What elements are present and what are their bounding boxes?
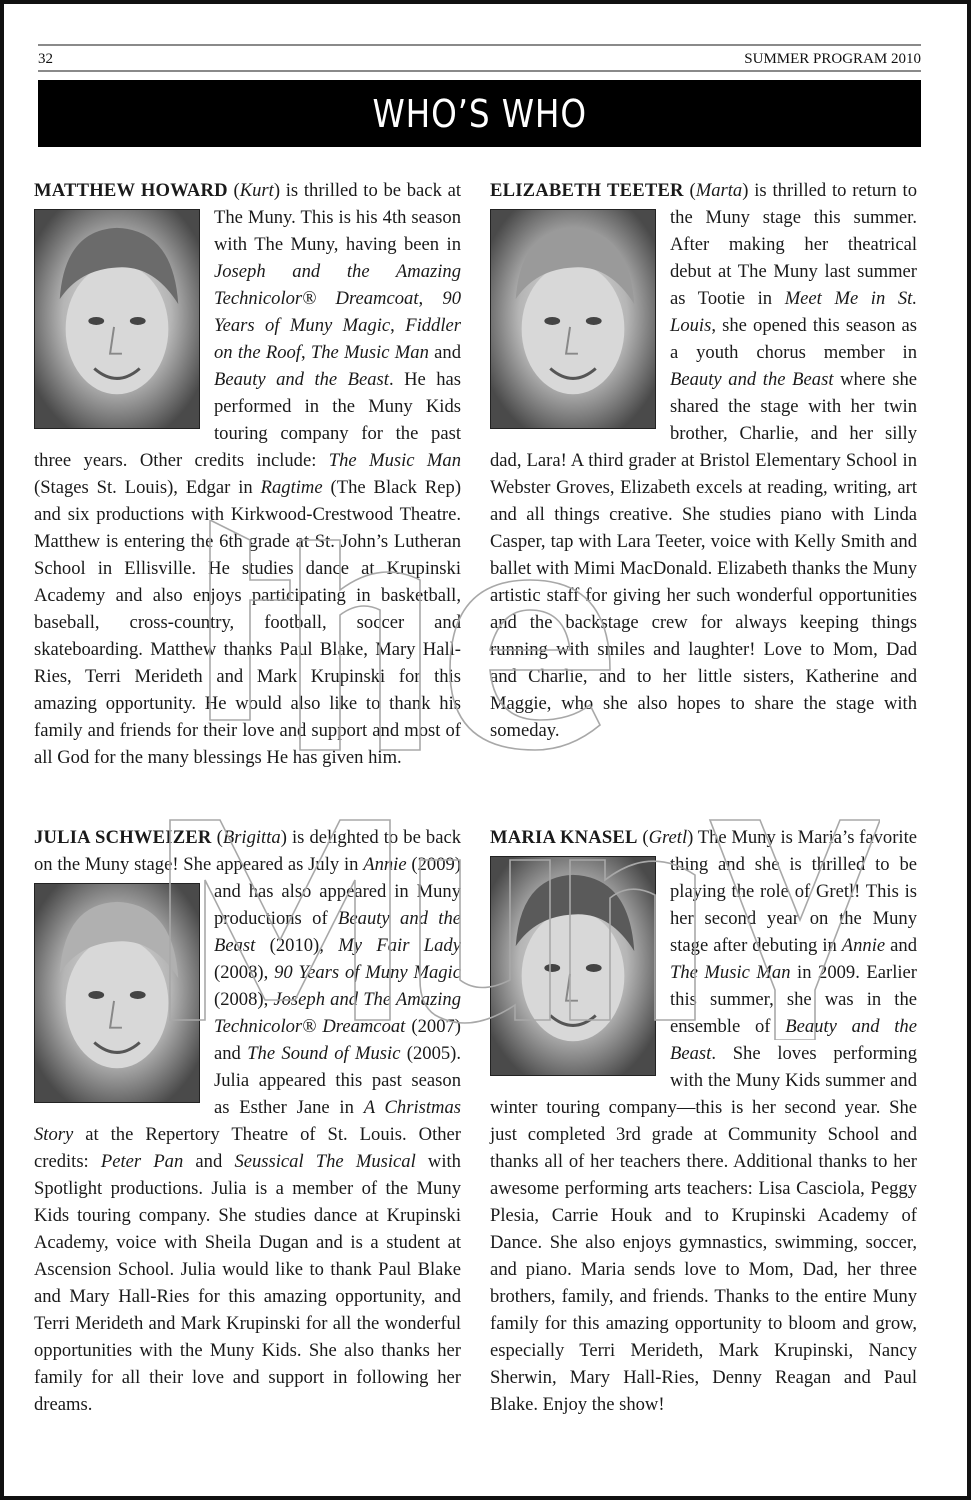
production-title: The Sound of Music <box>247 1042 401 1064</box>
production-title: The Music Man <box>310 341 429 363</box>
production-title: Peter Pan <box>100 1150 184 1172</box>
production-title: Beauty and the Beast <box>214 368 389 390</box>
header-rule-top <box>38 44 921 46</box>
headshot-photo <box>34 209 200 429</box>
production-title: Joseph and The Amazing Technicolor® Dreamcoat <box>214 988 461 1037</box>
page-number: 32 <box>38 51 53 67</box>
production-title: Seussical The Musical <box>234 1150 416 1172</box>
performer-name: ELIZABETH TEETER <box>490 179 684 201</box>
character-role: Kurt <box>239 179 274 201</box>
bio-matthew-howard: MATTHEW HOWARD (Kurt) is thrilled to be back at The Muny. This is his 4th season with The Muny, having been in Joseph and the Amazing Technicolor® Dreamcoat, 90 Years of Muny Magic, Fiddler on the Roof, The Music Man and Beauty and the Beast. He has performed in the Muny Kids touring company for the past three years. Other credits include: The Music Man (Stages St. Louis), Edgar in Ragtime (The Black Rep) and six productions with Kirkwood-Crestwood Theatre. Matthew is entering the 6th grade at St. John’s Lutheran School in Ellisville. He studies dance at Krupinski Academy and also enjoys participating in basketball, baseball, cross-country, football, soccer and skateboarding. Matthew thanks Paul Blake, Mary Hall-Ries, Terri Merideth and Mark Krupinski for this amazing opportunity. He would also like to thank his family and friends for their love and support and most of all God for the many blessings He has given him. <box>34 179 462 768</box>
production-title: Ragtime <box>260 476 323 498</box>
character-role: Marta <box>695 179 743 201</box>
performer-name: MARIA KNASEL <box>490 826 638 848</box>
bio-elizabeth-teeter: ELIZABETH TEETER (Marta) is thrilled to return to the Muny stage this summer. After making her theatrical debut at The Muny last summer as Tootie in Meet Me in St. Louis, she opened this season as a youth chorus member in Beauty and the Beast where she shared the stage with her twin brother, Charlie, and her silly dad, Lara! A third grader at Bristol Elementary School in Webster Groves, Elizabeth excels at reading, writing, art and all things creative. She studies piano with Linda Casper, tap with Lara Teeter, voice with Kelly Smith and ballet with Mimi MacDonald. Elizabeth thanks the Muny artistic staff for giving her such wonderful opportunities and the backstage crew for always keeping things running with smiles and laughter! Love to Mom, Dad and Charlie, and to her little sisters, Katherine and Maggie, who she also hopes to share the stage with someday. <box>490 179 918 741</box>
production-title: 90 Years of Muny Magic <box>274 961 461 983</box>
headshot-photo <box>490 856 656 1076</box>
production-title: A Christmas Story <box>34 1096 461 1145</box>
section-banner <box>38 80 921 147</box>
publication-title: SUMMER PROGRAM 2010 <box>744 51 921 67</box>
character-role: Gretl <box>648 826 688 848</box>
production-title: Meet Me in St. Louis <box>670 287 917 336</box>
bio-text: is thrilled to return to the Muny stage this summer. After making her theatrical debut at The Muny last summer as Tootie in Meet Me in St. Louis, she opened this season as a youth chorus member in Beauty and the Beast where she shared the stage with her twin brother, Charlie, and her silly dad, Lara! A third grader at Bristol Elementary School in Webster Groves, Elizabeth excels at reading, writing, art and all things creative. She studies piano with Linda Casper, tap with Lara Teeter, voice with Kelly Smith and ballet with Mimi MacDonald. Elizabeth thanks the Muny artistic staff for giving her such wonderful opportunities and the backstage crew for always keeping things running with smiles and laughter! Love to Mom, Dad and Charlie, and to her little sisters, Katherine and Maggie, who she also hopes to share the stage with someday. <box>490 179 918 741</box>
bio-maria-knasel: MARIA KNASEL (Gretl) The Muny is Maria’s favorite thing and she is thrilled to be playing the role of Gretl! This is her second year on the Muny stage after debuting in Annie and The Music Man in 2009. Earlier this summer, she was in the ensemble of Beauty and the Beast. She loves performing with the Muny Kids summer and winter touring company—this is her second year. She just completed 3rd grade at Community School and thanks all of her teachers there. Additional thanks to her awesome performing arts teachers: Lisa Casciola, Peggy Plesia, Carrie Houk and to Krupinski Academy of Dance. She also enjoys gymnastics, swimming, soccer, and piano. Maria sends love to Mom, Dad, her three brothers, family, and friends. Thanks to the entire Muny family for this amazing opportunity to bloom and grow, especially Terri Merideth, Mark Krupinski, Nancy Sherwin, Mary Hall-Ries, Denny Reagan and Paul Blake. Enjoy the show! <box>490 826 917 1415</box>
production-title: Beauty and the Beast <box>670 368 834 390</box>
production-title: My Fair Lady <box>338 934 461 956</box>
performer-name: JULIA SCHWEIZER <box>34 826 212 848</box>
headshot-photo <box>34 883 200 1103</box>
production-title: Fiddler on the Roof <box>214 314 462 363</box>
production-title: The Music Man <box>670 961 791 983</box>
production-title: The Music Man <box>328 449 461 471</box>
bio-text: is delighted to be back on the Muny stage! She appeared as July in Annie (2009) and has also appeared in Muny productions of Beauty and the Beast (2010), My Fair Lady (2008), 90 Years of Muny Magic (2008), Joseph and The Amazing Technicolor® Dreamcoat (2007) and The Sound of Music (2005). Julia appeared this past season as Esther Jane in A Christmas Story at the Repertory Theatre of St. Louis. Other credits: Peter Pan and Seussical The Musical with Spotlight productions. Julia is a member of the Muny Kids touring company. She studies dance at Krupinski Academy, voice with Sheila Dugan and is a student at Ascension School. Julia would like to thank Paul Blake and Mary Hall-Ries for this amazing opportunity, and Terri Merideth and Mark Krupinski for all the wonderful opportunities with the Muny Kids. She also thanks her family for all their love and support in following her dreams. <box>34 826 462 1415</box>
character-role: Brigitta <box>222 826 281 848</box>
production-title: Beauty and the Beast <box>214 907 461 956</box>
production-title: Annie <box>841 934 886 956</box>
production-title: Joseph and the Amazing Technicolor® Dreamcoat <box>214 260 461 309</box>
production-title: Beauty and the Beast <box>670 1015 917 1064</box>
performer-name: MATTHEW HOWARD <box>34 179 228 201</box>
header-rule-bottom <box>38 70 921 72</box>
bio-text: The Muny is Maria’s favorite thing and she is thrilled to be playing the role of Gretl! This is her second year on the Muny stage after debuting in Annie and The Music Man in 2009. Earlier this summer, she was in the ensemble of Beauty and the Beast. She loves performing with the Muny Kids summer and winter touring company—this is her second year. She just completed 3rd grade at Community School and thanks all of her teachers there. Additional thanks to her awesome performing arts teachers: Lisa Casciola, Peggy Plesia, Carrie Houk and to Krupinski Academy of Dance. She also enjoys gymnastics, swimming, soccer, and piano. Maria sends love to Mom, Dad, her three brothers, family, and friends. Thanks to the entire Muny family for this amazing opportunity to bloom and grow, especially Terri Merideth, Mark Krupinski, Nancy Sherwin, Mary Hall-Ries, Denny Reagan and Paul Blake. Enjoy the show! <box>490 826 917 1415</box>
production-title: Annie <box>363 853 407 875</box>
bio-text: is thrilled to be back at The Muny. This is his 4th season with The Muny, having been in Joseph and the Amazing Technicolor® Dreamcoat, 90 Years of Muny Magic, Fiddler on the Roof, The Music Man and Beauty and the Beast. He has performed in the Muny Kids touring company for the past three years. Other credits include: The Music Man (Stages St. Louis), Edgar in Ragtime (The Black Rep) and six productions with Kirkwood-Crestwood Theatre. Matthew is entering the 6th grade at St. John’s Lutheran School in Ellisville. He studies dance at Krupinski Academy and also enjoys participating in basketball, baseball, cross-country, football, soccer and skateboarding. Matthew thanks Paul Blake, Mary Hall-Ries, Terri Merideth and Mark Krupinski for this amazing opportunity. He would also like to thank his family and friends for their love and support and most of all God for the many blessings He has given him. <box>34 179 462 768</box>
production-title: 90 Years of Muny Magic <box>214 287 461 336</box>
section-title: WHO’S WHO <box>372 91 587 136</box>
headshot-photo <box>490 209 656 429</box>
bio-julia-schweizer: JULIA SCHWEIZER (Brigitta) is delighted to be back on the Muny stage! She appeared as July in Annie (2009) and has also appeared in Muny productions of Beauty and the Beast (2010), My Fair Lady (2008), 90 Years of Muny Magic (2008), Joseph and The Amazing Technicolor® Dreamcoat (2007) and The Sound of Music (2005). Julia appeared this past season as Esther Jane in A Christmas Story at the Repertory Theatre of St. Louis. Other credits: Peter Pan and Seussical The Musical with Spotlight productions. Julia is a member of the Muny Kids touring company. She studies dance at Krupinski Academy, voice with Sheila Dugan and is a student at Ascension School. Julia would like to thank Paul Blake and Mary Hall-Ries for this amazing opportunity, and Terri Merideth and Mark Krupinski for all the wonderful opportunities with the Muny Kids. She also thanks her family for all their love and support in following her dreams. <box>34 826 462 1415</box>
